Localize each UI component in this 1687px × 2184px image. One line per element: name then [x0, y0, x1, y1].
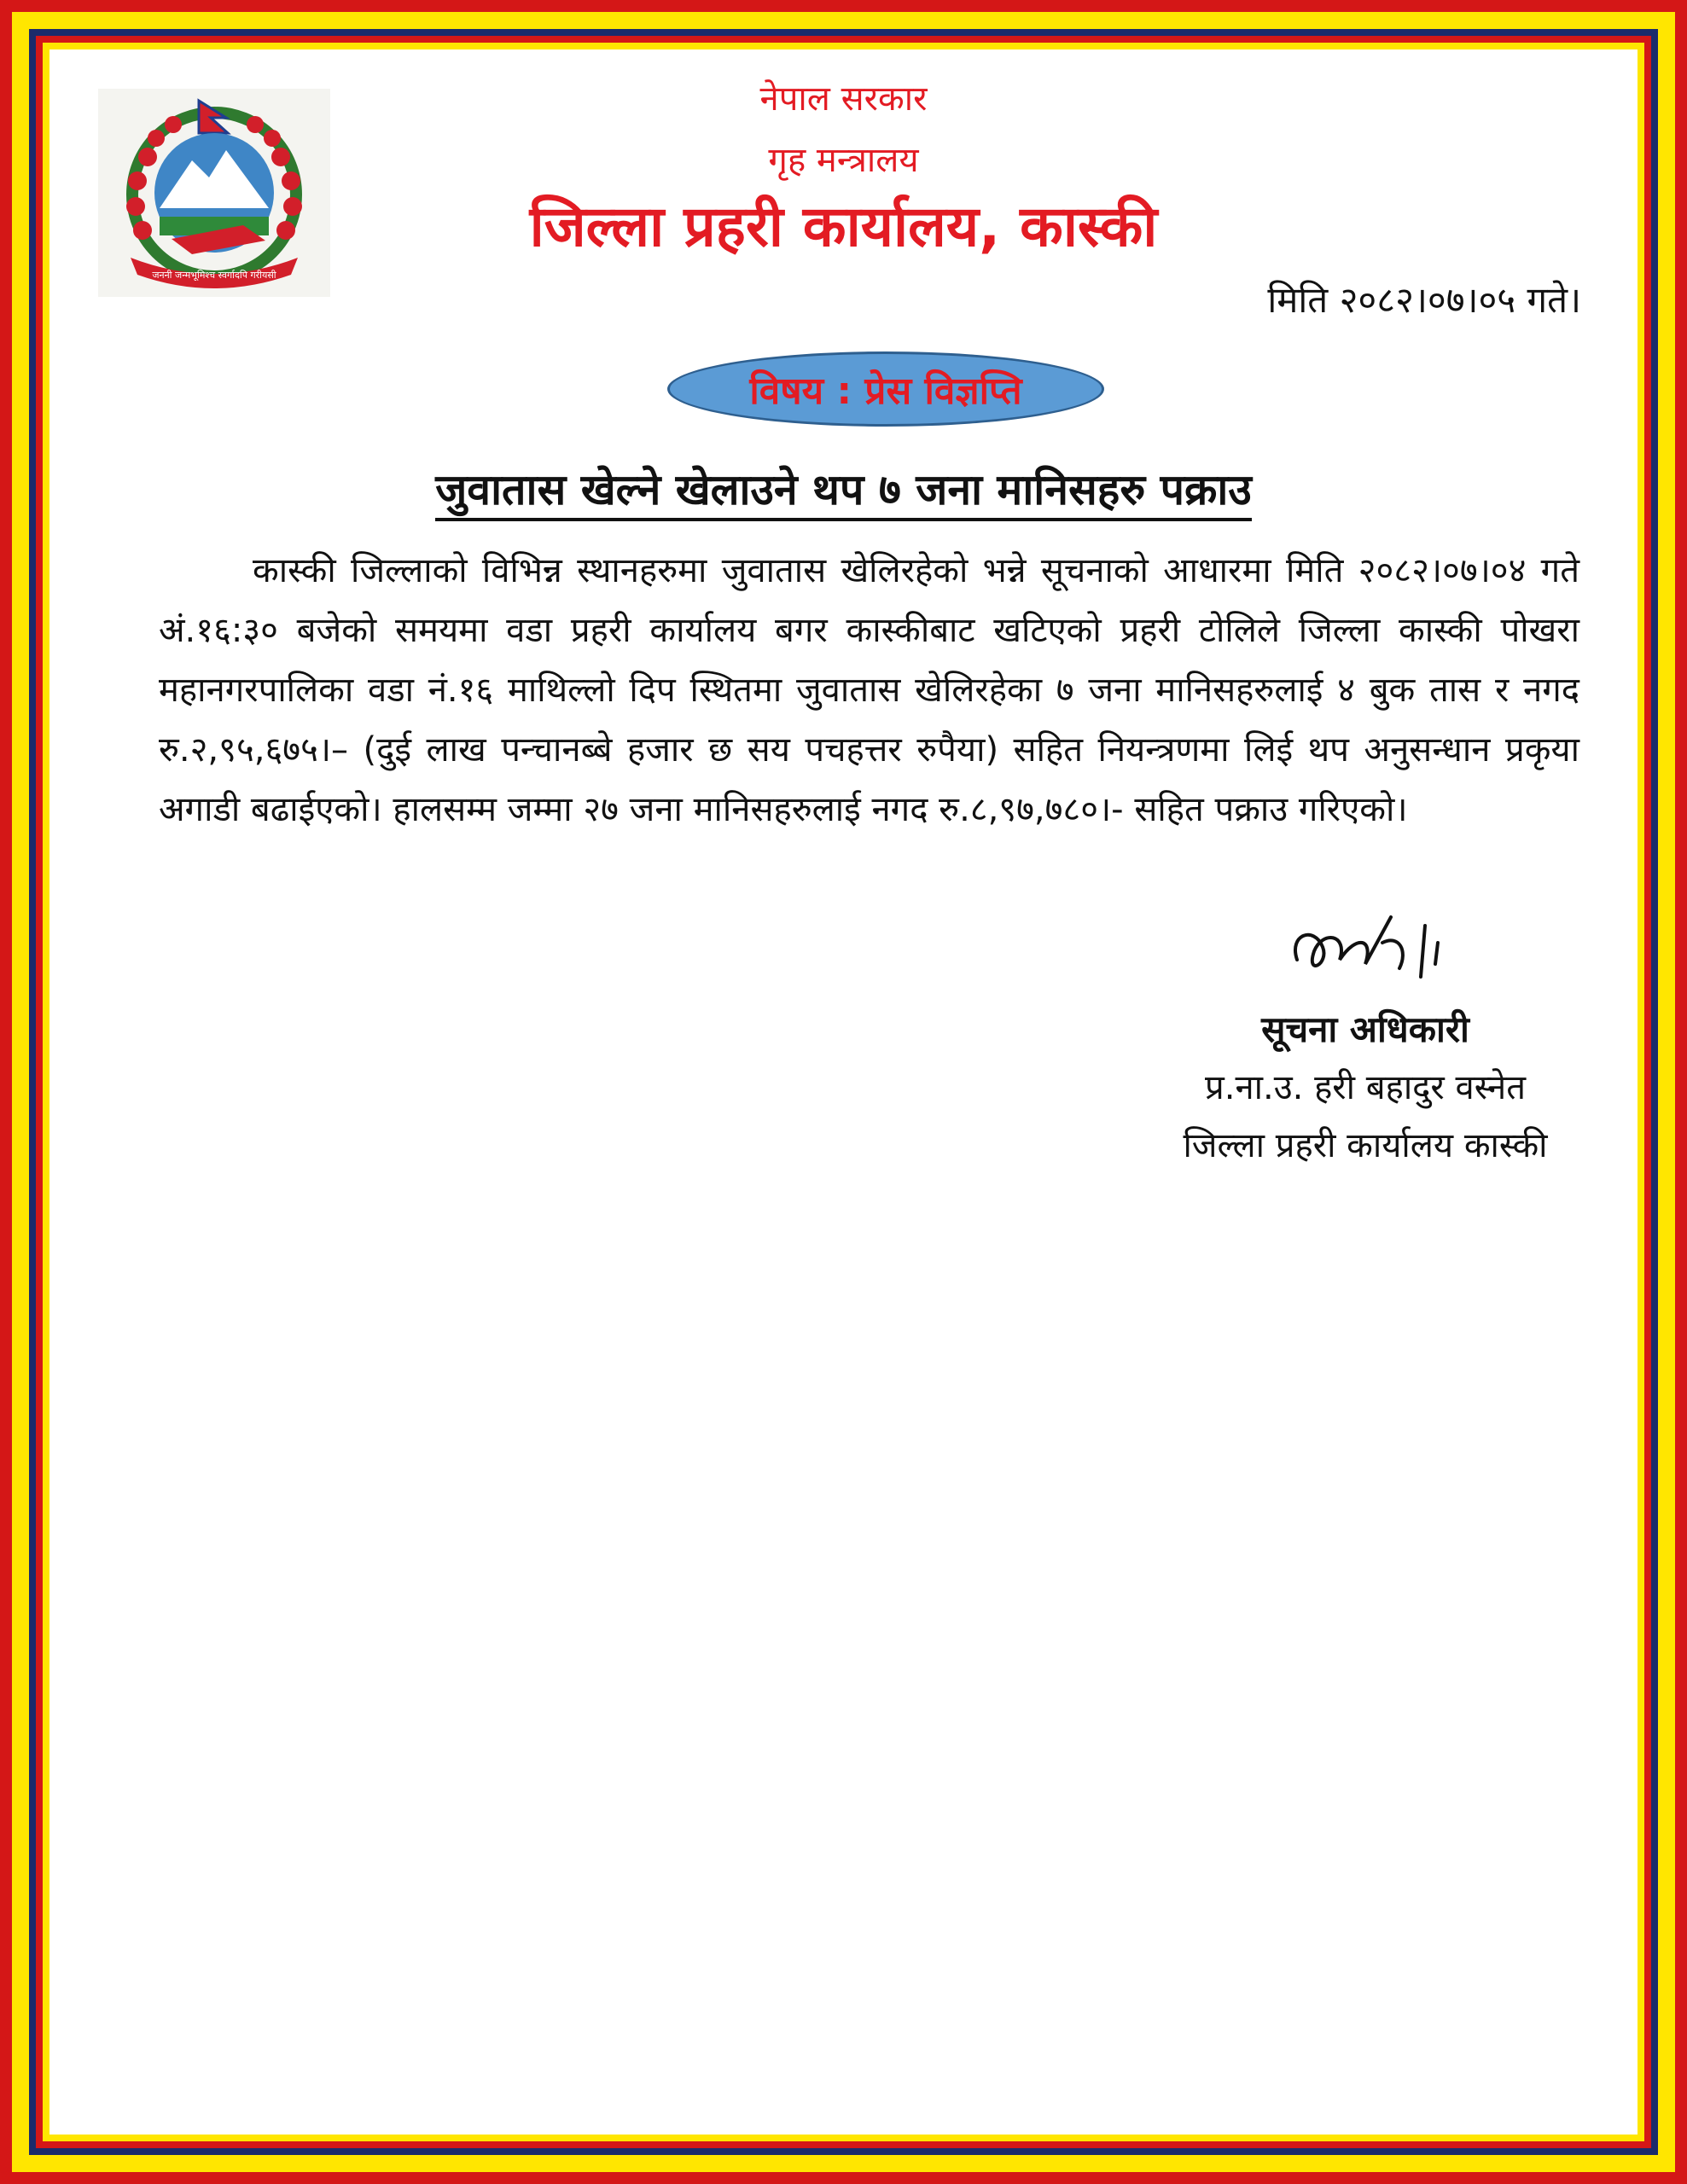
- subject-badge: [667, 351, 1104, 427]
- subject-label: विषय : प्रेस विज्ञप्ति: [749, 369, 1022, 413]
- document-date: मिति २०८२।०७।०५ गते।: [1267, 279, 1581, 321]
- body-text: कास्की जिल्लाको विभिन्न स्थानहरुमा जुवातास खेलिरहेको भन्ने सूचनाको आधारमा मिति २०८२।०७।०४ गते अं.१६:३० बजेको समयमा वडा प्रहरी कार्यालय बगर कास्कीबाट खटिएको प्रहरी टोलिले जिल्ला कास्की पोखरा महानगरपालिका वडा नं.१६ माथिल्लो दिप स्थितमा जुवातास खेलिरहेका ७ जना मानिसहरुलाई ४ बुक तास र नगद रु.२,९५,६७५।– (दुई लाख पन्चानब्बे हजार छ सय पचहत्तर रुपैया) सहित नियन्त्रणमा लिई थप अनुसन्धान प्रकृया अगाडी बढाईएको। हालसम्म जम्मा २७ जना मानिसहरुलाई नगद रु.८,९७,७८०।- सहित पक्राउ गरिएको।: [159, 551, 1579, 829]
- headline-text: जुवातास खेल्ने खेलाउने थप ७ जना मानिसहरु पक्राउ: [435, 465, 1252, 521]
- signatory-office: जिल्ला प्रहरी कार्यालय कास्की: [1183, 1126, 1548, 1165]
- signatory-title: सूचना अधिकारी: [1261, 1008, 1469, 1050]
- office-title: जिल्ला प्रहरी कार्यालय, कास्की: [529, 194, 1158, 259]
- government-name: नेपाल सरकार: [759, 79, 928, 119]
- svg-text:जननी जन्मभूमिश्च स्वर्गादपि गर: जननी जन्मभूमिश्च स्वर्गादपि गरीयसी: [152, 270, 276, 281]
- body-paragraph: [159, 541, 1579, 839]
- handwritten-signature: [1280, 900, 1468, 994]
- ministry-name: गृह मन्त्रालय: [768, 141, 919, 180]
- signatory-name: प्र.ना.उ. हरी बहादुर वस्नेत: [1204, 1068, 1527, 1107]
- signature-block: [1161, 900, 1570, 1173]
- headline: [0, 459, 1687, 517]
